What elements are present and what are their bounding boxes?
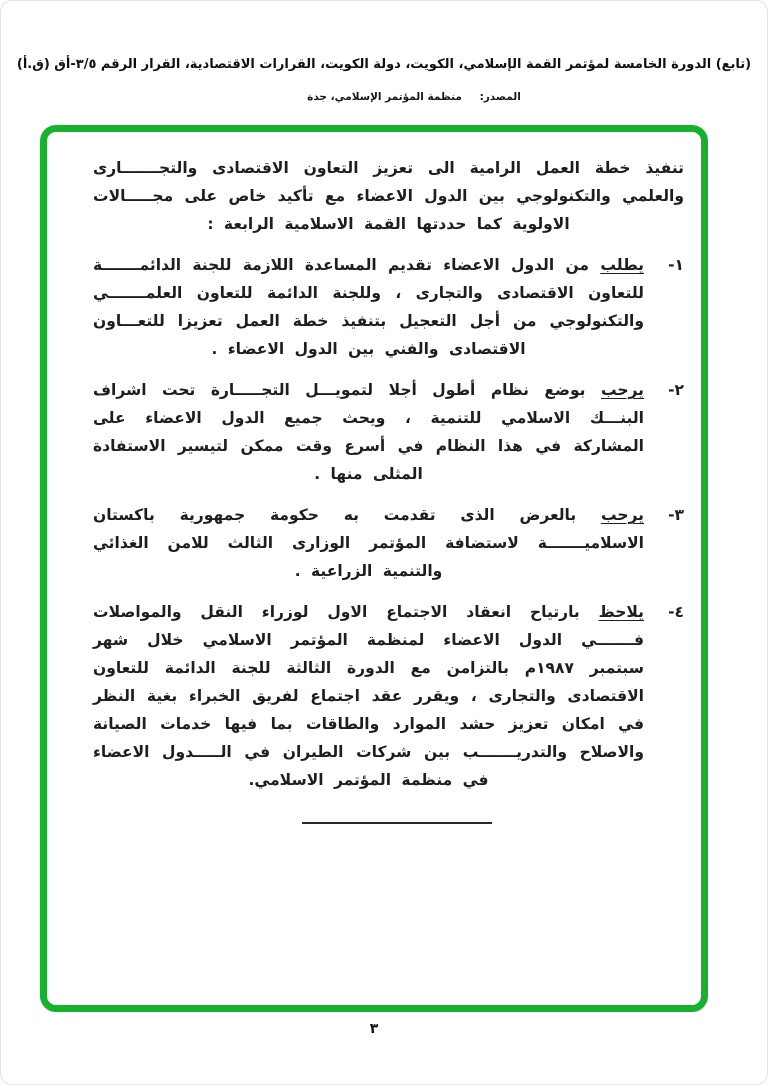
- resolution-item-4: [93, 598, 684, 794]
- item-text: [93, 251, 644, 363]
- source-line: [64, 91, 764, 103]
- page-title: (تابع) الدورة الخامسة لمؤتمر القمة الإسلامي، الكويت، دولة الكويت، القرارات الاقتصادية، القرار الرقم ٣/٥-أق (ق.أ): [16, 57, 752, 72]
- item-number: ٢-: [668, 381, 684, 399]
- item-number: ٤-: [668, 603, 684, 621]
- item-text: [93, 598, 644, 794]
- intro-paragraph: تنفيذ خطة العمل الرامية الى تعزيز التعاون الاقتصادى والتجـــــــارى والعلمي والتكنولوجي بين الدول الاعضاء مع تأكيد خاص على مجـــــالات: [93, 159, 684, 205]
- resolution-item-2: [93, 376, 684, 488]
- item-keyword: يرحب: [600, 506, 644, 524]
- source-label: المصدر:: [479, 91, 521, 103]
- item-number: ٣-: [668, 506, 684, 524]
- item-body: بالعرض الذى تقدمت به حكومة جمهورية باكستان الاسلاميـــــــة لاستضافة المؤتمر الوزارى الثالث للامن الغذائي والتنمية الزراعية .: [93, 506, 644, 580]
- item-keyword: يرحب: [600, 381, 644, 399]
- page-number: ٣: [369, 1021, 379, 1037]
- intro-paragraph-tail: الاولوية كما حددتها القمة الاسلامية الرابعة :: [207, 215, 570, 233]
- resolution-item-1: [93, 251, 684, 363]
- item-body: من الدول الاعضاء تقديم المساعدة اللازمة للجنة الدائمـــــــة للتعاون الاقتصادى والتجارى ، وللجنة الدائمة للتعاون العلمـــــــي والتكنولوجي من أجل التعجيل بتنفيذ خطة العمل تعزيزا للتعـــاون الاقتصادى والفني بين الدول الاعضاء .: [93, 256, 644, 358]
- item-text: [93, 376, 644, 488]
- item-body: بوضع نظام أطول أجلا لتمويـــل التجـــــارة تحت اشراف البنـــك الاسلامي للتنمية ، ويحث جميع الدول الاعضاء على المشاركة في هذا النظام في أسرع وقت ممكن لتيسير الاستفادة المثلى منها .: [93, 381, 644, 483]
- source-value: منظمة المؤتمر الإسلامي، جدة: [307, 91, 462, 103]
- item-text: [93, 501, 644, 585]
- resolution-item-3: [93, 501, 684, 585]
- item-keyword: يلاحظ: [598, 603, 644, 621]
- green-frame: [40, 125, 708, 1012]
- item-body: بارتياح انعقاد الاجتماع الاول لوزراء النقل والمواصلات فـــــــي الدول الاعضاء لمنظمة المؤتمر الاسلامي خلال شهر سبتمبر ١٩٨٧م بالتزامن مع الدورة الثالثة للجنة الدائمة للتعاون الاقتصادى والتجارى ، ويقرر عقد اجتماع لفريق الخبراء بغية النظر في امكان تعزيز حشد الموارد والطاقات بما فيها خدمات الصيانة والاصلاح والتدريـــــــب بين شركات الطيران في الـــــدول الاعضاء في منظمة المؤتمر الاسلامي.: [93, 603, 644, 789]
- item-number: ١-: [668, 256, 684, 274]
- end-of-text-rule: [302, 822, 492, 824]
- resolution-text: [47, 132, 701, 1005]
- item-keyword: يطلب: [600, 256, 644, 274]
